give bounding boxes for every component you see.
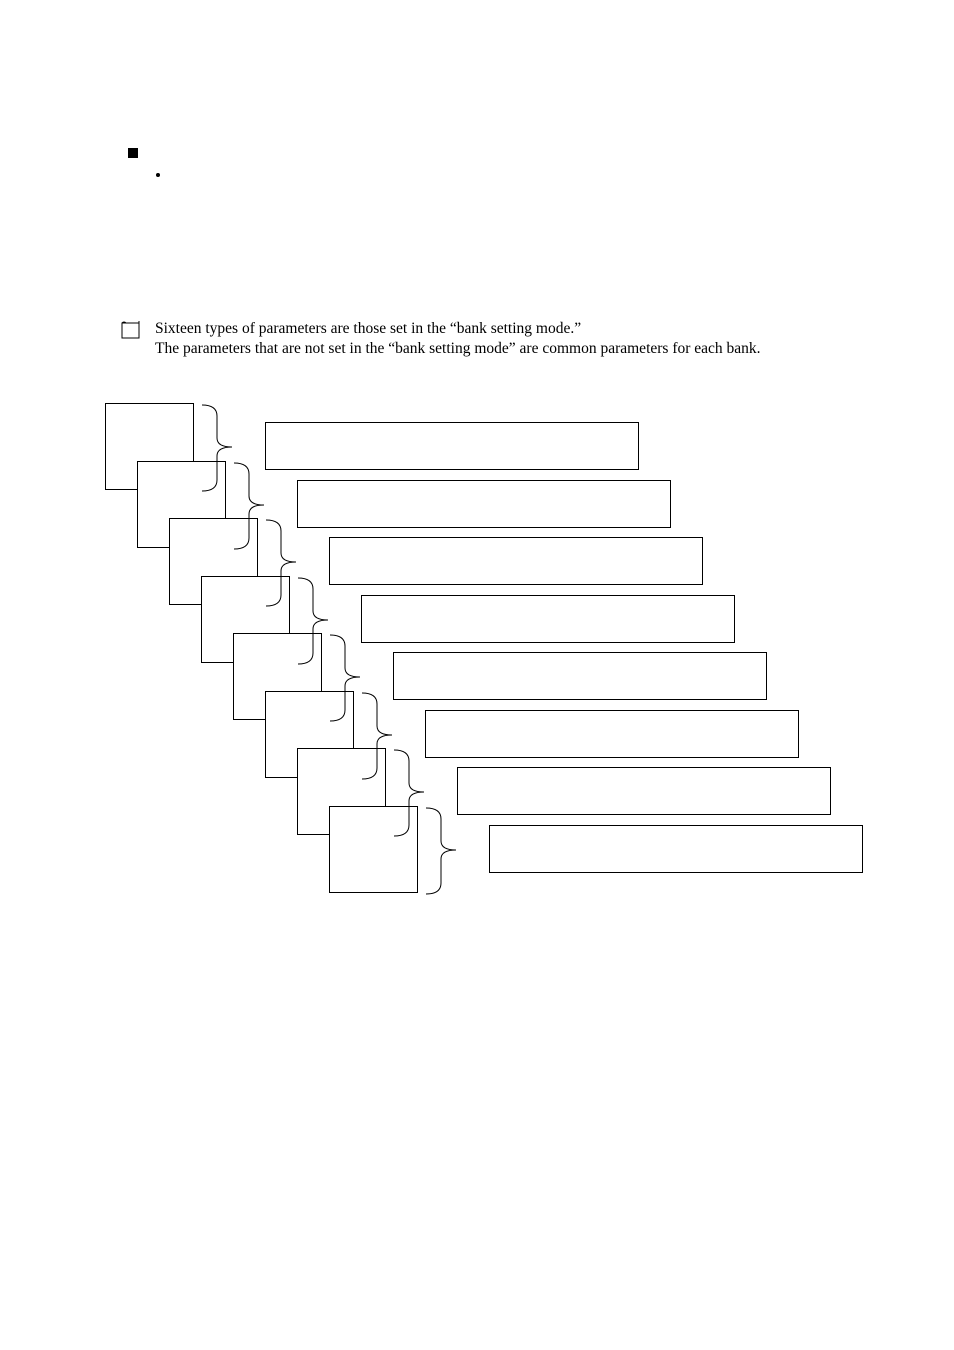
bank-description-box-1 — [297, 480, 671, 528]
bank-description-box-3 — [361, 595, 735, 643]
bank-description-box-0 — [265, 422, 639, 470]
brace-icon-1 — [233, 462, 269, 552]
brace-icon-5 — [361, 692, 397, 782]
brace-icon-6 — [393, 749, 429, 839]
bank-description-box-5 — [425, 710, 799, 758]
note-line-2: The parameters that are not set in the “bank setting mode” are common parameters for each bank. — [155, 340, 761, 357]
brace-icon-7 — [425, 807, 461, 897]
brace-icon-2 — [265, 519, 301, 609]
bank-description-box-6 — [457, 767, 831, 815]
bank-description-box-7 — [489, 825, 863, 873]
brace-icon-3 — [297, 577, 333, 667]
brace-icon-0 — [201, 404, 237, 494]
note-line-1: Sixteen types of parameters are those set in the “bank setting mode.” — [155, 320, 582, 337]
brace-icon-4 — [329, 634, 365, 724]
bank-description-box-4 — [393, 652, 767, 700]
bank-description-box-2 — [329, 537, 703, 585]
